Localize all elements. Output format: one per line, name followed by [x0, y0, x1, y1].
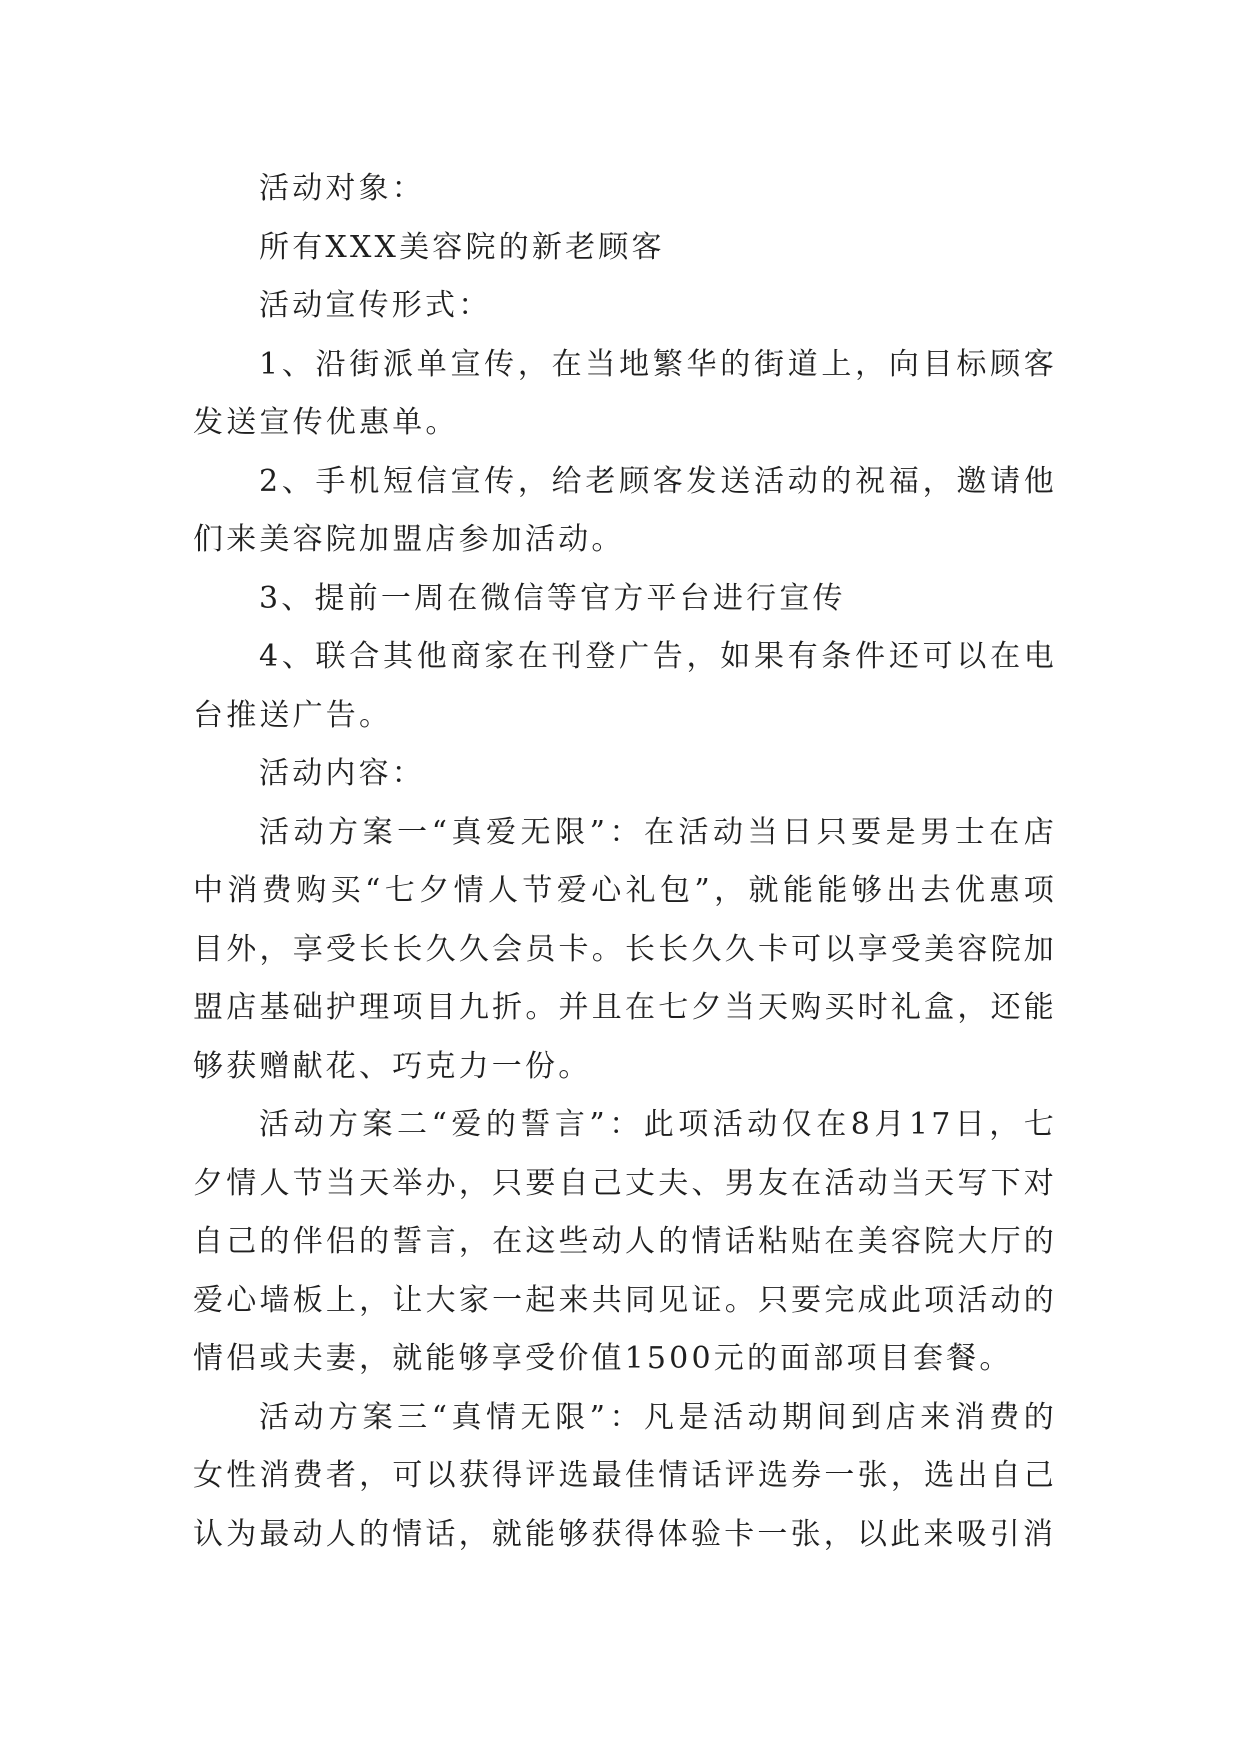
paragraph-plan-2: 活动方案二“爱的誓言”：此项活动仅在8月17日，七夕情人节当天举办，只要自己丈夫、男友在活动当天写下对自己的伴侣的誓言，在这些动人的情话粘贴在美容院大厅的爱心墙板上，让大家一起来共同见证。只要完成此项活动的情侣或夫妻，就能够享受价值1500元的面部项目套餐。: [193, 1107, 1057, 1376]
document-page: [193, 160, 1057, 1564]
paragraph-promotion-item-4: 4、联合其他商家在刊登广告，如果有条件还可以在电台推送广告。: [193, 639, 1057, 733]
paragraph-promotion-item-3: 3、提前一周在微信等官方平台进行宣传: [259, 580, 846, 616]
paragraph-activity-target: 所有XXX美容院的新老顾客: [259, 229, 665, 265]
paragraph-promotion-item-1: 1、沿街派单宣传，在当地繁华的街道上，向目标顾客发送宣传优惠单。: [193, 346, 1057, 440]
paragraph-plan-1: 活动方案一“真爱无限”：在活动当日只要是男士在店中消费购买“七夕情人节爱心礼包”，就能能够出去优惠项目外，享受长长久久会员卡。长长久久卡可以享受美容院加盟店基础护理项目九折。并且在七夕当天购买时礼盒，还能够获赠献花、巧克力一份。: [193, 814, 1057, 1084]
paragraph-promotion-item-2: 2、手机短信宣传，给老顾客发送活动的祝福，邀请他们来美容院加盟店参加活动。: [193, 463, 1057, 557]
paragraph-activity-target-heading: 活动对象：: [259, 171, 425, 206]
paragraph-content-heading: 活动内容：: [259, 756, 425, 791]
paragraph-plan-3: 活动方案三“真情无限”：凡是活动期间到店来消费的女性消费者，可以获得评选最佳情话评选券一张，选出自己认为最动人的情话，就能够获得体验卡一张，以此来吸引消: [193, 1399, 1057, 1552]
paragraph-promotion-heading: 活动宣传形式：: [259, 288, 492, 323]
